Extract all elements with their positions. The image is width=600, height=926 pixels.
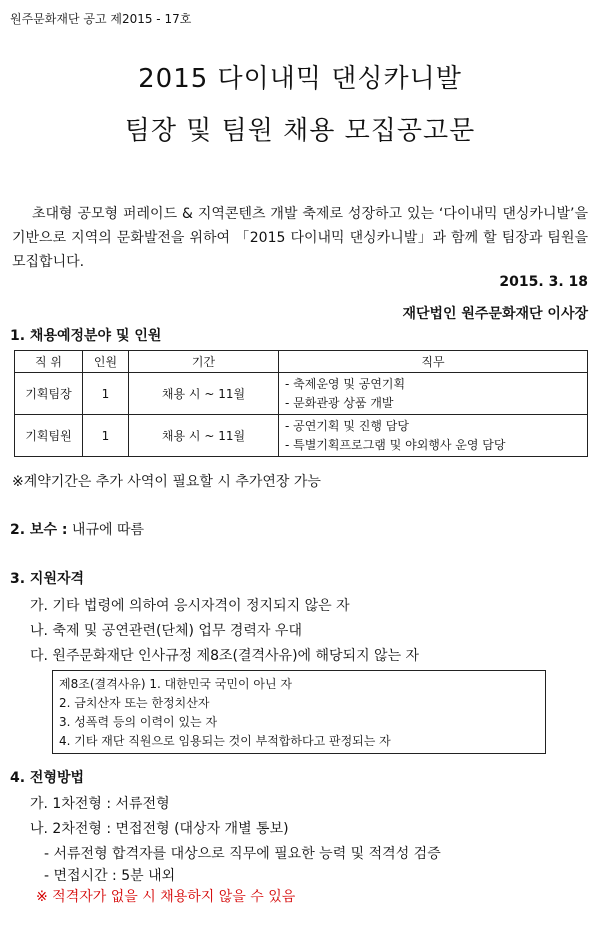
header-count: 인원	[83, 351, 129, 373]
warning-note: ※ 적격자가 없을 시 채용하지 않을 수 있음	[36, 889, 296, 905]
title-line-1: 2015 다이내믹 댄싱카니발	[138, 64, 462, 94]
box-line: 3. 성폭력 등의 이력이 있는 자	[59, 715, 218, 729]
duty-item: - 공연기획 및 진행 담당	[285, 418, 409, 433]
selection-item: 가. 1차전형 : 서류전형	[30, 796, 170, 812]
cell-period: 채용 시 ~ 11월	[129, 415, 279, 457]
issuer: 재단법인 원주문화재단 이사장	[402, 306, 588, 322]
section-2-salary: 2. 보수 : 내규에 따름	[10, 522, 144, 538]
box-line: 제8조(결격사유) 1. 대한민국 국민이 아닌 자	[59, 677, 292, 691]
selection-subitem: - 서류전형 합격자를 대상으로 직무에 필요한 능력 및 적격성 검증	[44, 846, 441, 862]
contract-note: ※계약기간은 추가 사역이 필요할 시 추가연장 가능	[12, 474, 321, 490]
disqualification-box	[52, 670, 546, 754]
cell-duties	[279, 373, 588, 415]
cell-count: 1	[83, 373, 129, 415]
qualification-item: 가. 기타 법령에 의하여 응시자격이 정지되지 않은 자	[30, 598, 350, 614]
cell-count: 1	[83, 415, 129, 457]
notice-number: 원주문화재단 공고 제2015 - 17호	[10, 12, 192, 26]
table-row	[15, 373, 588, 415]
qualification-item: 나. 축제 및 공연관련(단체) 업무 경력자 우대	[30, 623, 302, 639]
duty-item: - 축제운영 및 공연기획	[285, 376, 406, 391]
cell-period: 채용 시 ~ 11월	[129, 373, 279, 415]
header-period: 기간	[129, 351, 279, 373]
intro-paragraph: 초대형 공모형 퍼레이드 & 지역콘텐츠 개발 축제로 성장하고 있는 ‘다이내믹 댄싱카니발’을 기반으로 지역의 문화발전을 위하여 「2015 다이내믹 댄싱카니발」과 함께 할 팀장과 팀원을 모집합니다.	[12, 206, 588, 270]
selection-item: 나. 2차전형 : 면접전형 (대상자 개별 통보)	[30, 821, 289, 837]
recruitment-table	[14, 350, 588, 457]
box-line: 4. 기타 재단 직원으로 임용되는 것이 부적합하다고 판정되는 자	[59, 734, 391, 748]
cell-position: 기획팀장	[15, 373, 83, 415]
cell-position: 기획팀원	[15, 415, 83, 457]
section-3-title: 3. 지원자격	[10, 571, 85, 587]
selection-subitem: - 면접시간 : 5분 내외	[44, 868, 176, 884]
table-header-row	[15, 351, 588, 373]
section-4-title: 4. 전형방법	[10, 770, 85, 786]
table-row	[15, 415, 588, 457]
notice-date: 2015. 3. 18	[499, 274, 588, 290]
duty-item: - 문화관광 상품 개발	[285, 395, 394, 410]
box-line: 2. 금치산자 또는 한정치산자	[59, 696, 210, 710]
cell-duties	[279, 415, 588, 457]
header-duties: 직무	[279, 351, 588, 373]
section-1-title: 1. 채용예정분야 및 인원	[10, 328, 162, 344]
title-line-2: 팀장 및 팀원 채용 모집공고문	[124, 116, 476, 146]
header-position: 직 위	[15, 351, 83, 373]
duty-item: - 특별기획프로그램 및 야외행사 운영 담당	[285, 437, 506, 452]
qualification-item: 다. 원주문화재단 인사규정 제8조(결격사유)에 해당되지 않는 자	[30, 648, 420, 664]
